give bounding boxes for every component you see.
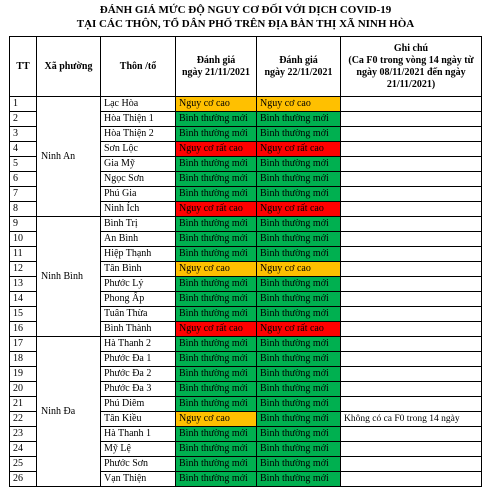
cell-danh-gia-21: Bình thường mới <box>176 292 257 307</box>
cell-tt: 23 <box>10 427 37 442</box>
header-ghi-chu-line2: (Ca F0 trong vòng 14 ngày từ ngày 08/11/2021 đến ngày 21/11/2021) <box>348 54 474 90</box>
cell-tt: 10 <box>10 232 37 247</box>
cell-danh-gia-21: Nguy cơ rất cao <box>176 142 257 157</box>
cell-danh-gia-22: Nguy cơ rất cao <box>257 202 341 217</box>
cell-danh-gia-22: Bình thường mới <box>257 427 341 442</box>
cell-tt: 9 <box>10 217 37 232</box>
cell-tt: 2 <box>10 112 37 127</box>
cell-ghi-chu <box>341 97 482 112</box>
cell-danh-gia-21: Nguy cơ cao <box>176 262 257 277</box>
cell-danh-gia-21: Nguy cơ rất cao <box>176 322 257 337</box>
cell-tt: 21 <box>10 397 37 412</box>
cell-ghi-chu <box>341 397 482 412</box>
cell-xa-phuong: Ninh Bình <box>37 217 101 337</box>
cell-thon-to: Hà Thanh 1 <box>101 427 176 442</box>
cell-thon-to: Tân Bình <box>101 262 176 277</box>
cell-thon-to: Hiệp Thạnh <box>101 247 176 262</box>
cell-thon-to: Hòa Thiện 2 <box>101 127 176 142</box>
cell-thon-to: Ngọc Sơn <box>101 172 176 187</box>
cell-danh-gia-21: Bình thường mới <box>176 457 257 472</box>
cell-danh-gia-21: Bình thường mới <box>176 307 257 322</box>
cell-tt: 24 <box>10 442 37 457</box>
cell-danh-gia-21: Bình thường mới <box>176 157 257 172</box>
cell-danh-gia-22: Bình thường mới <box>257 472 341 487</box>
cell-tt: 12 <box>10 262 37 277</box>
cell-thon-to: Phú Gia <box>101 187 176 202</box>
cell-danh-gia-22: Bình thường mới <box>257 247 341 262</box>
cell-tt: 14 <box>10 292 37 307</box>
cell-ghi-chu <box>341 442 482 457</box>
cell-danh-gia-22: Bình thường mới <box>257 277 341 292</box>
cell-danh-gia-21: Bình thường mới <box>176 337 257 352</box>
cell-thon-to: Phước Lý <box>101 277 176 292</box>
cell-tt: 11 <box>10 247 37 262</box>
cell-ghi-chu <box>341 142 482 157</box>
cell-thon-to: Bình Thành <box>101 322 176 337</box>
table-header-row <box>10 37 482 97</box>
cell-danh-gia-22: Bình thường mới <box>257 337 341 352</box>
cell-danh-gia-22: Bình thường mới <box>257 112 341 127</box>
cell-danh-gia-21: Bình thường mới <box>176 247 257 262</box>
cell-ghi-chu <box>341 202 482 217</box>
cell-thon-to: Bình Trị <box>101 217 176 232</box>
cell-tt: 5 <box>10 157 37 172</box>
cell-danh-gia-22: Bình thường mới <box>257 157 341 172</box>
cell-ghi-chu <box>341 172 482 187</box>
header-danh-gia-21-line1: Đánh giá <box>196 54 236 66</box>
cell-ghi-chu <box>341 127 482 142</box>
cell-xa-phuong: Ninh Đa <box>37 337 101 487</box>
cell-danh-gia-21: Bình thường mới <box>176 127 257 142</box>
cell-danh-gia-21: Bình thường mới <box>176 187 257 202</box>
cell-thon-to: Phú Diêm <box>101 397 176 412</box>
cell-ghi-chu <box>341 382 482 397</box>
cell-ghi-chu <box>341 262 482 277</box>
cell-danh-gia-21: Bình thường mới <box>176 277 257 292</box>
cell-danh-gia-21: Bình thường mới <box>176 352 257 367</box>
cell-ghi-chu <box>341 157 482 172</box>
cell-thon-to: Sơn Lộc <box>101 142 176 157</box>
cell-tt: 4 <box>10 142 37 157</box>
cell-ghi-chu <box>341 247 482 262</box>
cell-thon-to: An Bình <box>101 232 176 247</box>
cell-danh-gia-22: Bình thường mới <box>257 172 341 187</box>
cell-danh-gia-21: Nguy cơ cao <box>176 97 257 112</box>
header-danh-gia-22-line2: ngày 22/11/2021 <box>264 66 333 78</box>
header-danh-gia-22 <box>257 37 341 97</box>
header-xa-phuong: Xã phường <box>37 37 101 97</box>
header-ghi-chu <box>341 37 482 97</box>
cell-thon-to: Vạn Thiện <box>101 472 176 487</box>
cell-danh-gia-21: Nguy cơ rất cao <box>176 202 257 217</box>
cell-tt: 7 <box>10 187 37 202</box>
cell-thon-to: Lạc Hòa <box>101 97 176 112</box>
table-body <box>10 97 482 487</box>
cell-thon-to: Hà Thanh 2 <box>101 337 176 352</box>
cell-danh-gia-21: Bình thường mới <box>176 112 257 127</box>
header-tt: TT <box>10 37 37 97</box>
cell-danh-gia-22: Nguy cơ cao <box>257 97 341 112</box>
cell-tt: 22 <box>10 412 37 427</box>
cell-danh-gia-21: Bình thường mới <box>176 427 257 442</box>
header-ghi-chu-line1: Ghi chú <box>393 42 429 54</box>
cell-ghi-chu <box>341 112 482 127</box>
table-row <box>10 217 482 232</box>
header-danh-gia-21 <box>176 37 257 97</box>
cell-ghi-chu <box>341 322 482 337</box>
cell-thon-to: Tuân Thừa <box>101 307 176 322</box>
cell-tt: 17 <box>10 337 37 352</box>
cell-ghi-chu: Không có ca F0 trong 14 ngày <box>341 412 482 427</box>
cell-thon-to: Ninh Ích <box>101 202 176 217</box>
cell-ghi-chu <box>341 352 482 367</box>
cell-ghi-chu <box>341 337 482 352</box>
cell-thon-to: Phong Ấp <box>101 292 176 307</box>
cell-danh-gia-22: Bình thường mới <box>257 457 341 472</box>
cell-danh-gia-21: Bình thường mới <box>176 397 257 412</box>
cell-tt: 6 <box>10 172 37 187</box>
cell-danh-gia-21: Bình thường mới <box>176 367 257 382</box>
risk-assessment-table <box>9 36 482 487</box>
table-row <box>10 97 482 112</box>
cell-danh-gia-22: Bình thường mới <box>257 307 341 322</box>
cell-danh-gia-22: Nguy cơ rất cao <box>257 322 341 337</box>
cell-tt: 18 <box>10 352 37 367</box>
cell-danh-gia-22: Bình thường mới <box>257 367 341 382</box>
cell-tt: 20 <box>10 382 37 397</box>
table-row <box>10 337 482 352</box>
cell-thon-to: Phước Đa 3 <box>101 382 176 397</box>
cell-ghi-chu <box>341 187 482 202</box>
cell-danh-gia-21: Nguy cơ cao <box>176 412 257 427</box>
cell-ghi-chu <box>341 217 482 232</box>
cell-ghi-chu <box>341 307 482 322</box>
cell-danh-gia-22: Bình thường mới <box>257 217 341 232</box>
cell-danh-gia-22: Nguy cơ rất cao <box>257 142 341 157</box>
cell-tt: 26 <box>10 472 37 487</box>
cell-tt: 1 <box>10 97 37 112</box>
cell-danh-gia-22: Bình thường mới <box>257 412 341 427</box>
document-title-line1: ĐÁNH GIÁ MỨC ĐỘ NGUY CƠ ĐỐI VỚI DỊCH COVID-19 <box>99 4 392 16</box>
header-danh-gia-22-line1: Đánh giá <box>279 54 318 66</box>
cell-ghi-chu <box>341 367 482 382</box>
cell-tt: 19 <box>10 367 37 382</box>
cell-danh-gia-21: Bình thường mới <box>176 217 257 232</box>
cell-danh-gia-22: Bình thường mới <box>257 127 341 142</box>
cell-thon-to: Phước Đa 2 <box>101 367 176 382</box>
cell-tt: 16 <box>10 322 37 337</box>
cell-ghi-chu <box>341 427 482 442</box>
cell-danh-gia-22: Bình thường mới <box>257 292 341 307</box>
cell-thon-to: Tân Kiều <box>101 412 176 427</box>
cell-thon-to: Mỹ Lệ <box>101 442 176 457</box>
cell-xa-phuong: Ninh An <box>37 97 101 217</box>
cell-ghi-chu <box>341 457 482 472</box>
cell-tt: 13 <box>10 277 37 292</box>
cell-ghi-chu <box>341 472 482 487</box>
cell-thon-to: Hòa Thiện 1 <box>101 112 176 127</box>
document-title-line2: TẠI CÁC THÔN, TỔ DÂN PHỐ TRÊN ĐỊA BÀN THỊ XÃ NINH HÒA <box>76 18 415 30</box>
cell-danh-gia-21: Bình thường mới <box>176 472 257 487</box>
cell-tt: 3 <box>10 127 37 142</box>
header-thon-to: Thôn /tổ <box>101 37 176 97</box>
cell-danh-gia-22: Bình thường mới <box>257 382 341 397</box>
cell-danh-gia-22: Bình thường mới <box>257 397 341 412</box>
cell-tt: 15 <box>10 307 37 322</box>
cell-thon-to: Phước Sơn <box>101 457 176 472</box>
cell-ghi-chu <box>341 292 482 307</box>
cell-tt: 25 <box>10 457 37 472</box>
cell-danh-gia-22: Bình thường mới <box>257 442 341 457</box>
cell-danh-gia-21: Bình thường mới <box>176 382 257 397</box>
cell-tt: 8 <box>10 202 37 217</box>
cell-danh-gia-22: Bình thường mới <box>257 232 341 247</box>
header-danh-gia-21-line2: ngày 21/11/2021 <box>181 66 251 78</box>
cell-danh-gia-22: Bình thường mới <box>257 352 341 367</box>
cell-thon-to: Gia Mỹ <box>101 157 176 172</box>
cell-danh-gia-21: Bình thường mới <box>176 232 257 247</box>
cell-thon-to: Phước Đa 1 <box>101 352 176 367</box>
cell-danh-gia-21: Bình thường mới <box>176 172 257 187</box>
cell-ghi-chu <box>341 277 482 292</box>
cell-danh-gia-22: Nguy cơ cao <box>257 262 341 277</box>
cell-danh-gia-21: Bình thường mới <box>176 442 257 457</box>
cell-ghi-chu <box>341 232 482 247</box>
cell-danh-gia-22: Bình thường mới <box>257 187 341 202</box>
